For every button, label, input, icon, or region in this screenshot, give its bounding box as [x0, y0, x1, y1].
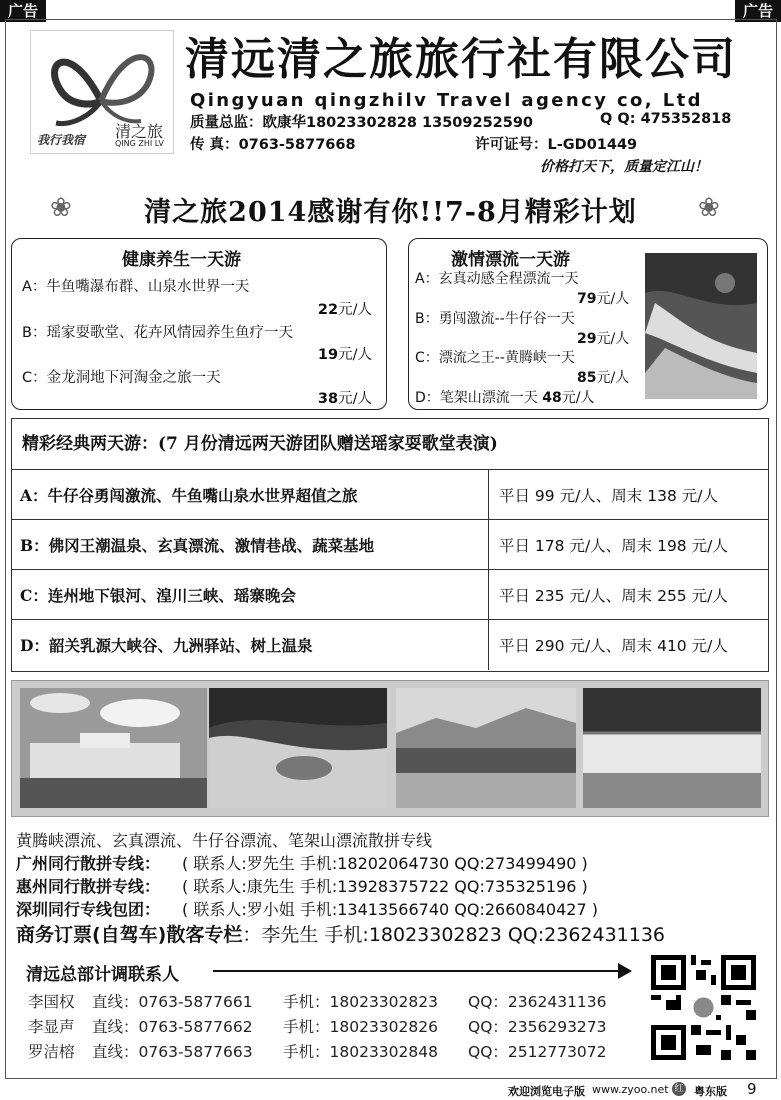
- lake-photo: [396, 688, 576, 808]
- price-a: 平日 99 元/人、周末 138 元/人: [499, 487, 718, 505]
- two-day-tour-table: [11, 418, 769, 672]
- rafting-item-a: A：玄真动感全程漂流一天: [415, 271, 579, 287]
- sz-line: 深圳同行专线包团： ( 联系人:罗小姐 手机:13413566740 QQ:2660840427 ): [16, 900, 598, 919]
- table-row: [12, 569, 768, 620]
- flower-icon-left: ❀: [50, 193, 72, 223]
- company-name-en: Qingyuan qingzhilv Travel agency co, Ltd: [190, 90, 703, 111]
- qq-label: Q Q:: [600, 111, 636, 127]
- logo-brand: QING ZHI LV: [115, 139, 164, 148]
- rafting-price-a: 79元/人: [577, 291, 630, 307]
- price-d: 平日 290 元/人、周末 410 元/人: [499, 637, 728, 655]
- health-item-b: B：瑶家耍歌堂、花卉风情园养生鱼疗一天: [22, 325, 293, 341]
- license-label: 许可证号：: [475, 137, 548, 153]
- fax-number: 0763-5877668: [238, 137, 356, 153]
- arrow-right-icon: [618, 963, 632, 979]
- company-logo: [30, 30, 174, 154]
- health-tour-title: 健康养生一天游: [122, 250, 241, 270]
- waterfall-photo: [583, 688, 761, 808]
- logo-text: 清之旅: [115, 122, 164, 141]
- hz-line: 惠州同行散拼专线： ( 联系人:康先生 手机:13928375722 QQ:735325196 ): [16, 877, 588, 896]
- arrow-line: [213, 970, 623, 972]
- health-item-c: C：金龙洞地下河淘金之旅一天: [22, 370, 221, 386]
- health-tour-box: [11, 238, 387, 410]
- license-line: [475, 133, 637, 154]
- two-day-header: 精彩经典两天游：(7 月份清远两天游团队赠送瑶家耍歌堂表演): [22, 434, 498, 454]
- supervisor-label: 质量总监：欧康华: [190, 115, 306, 131]
- route-b: B：佛冈王潮温泉、玄真漂流、激情巷战、蔬菜基地: [20, 536, 375, 555]
- rafting-tour-box: [408, 238, 768, 410]
- route-a: A：牛仔谷勇闯激流、牛鱼嘴山泉水世界超值之旅: [20, 486, 358, 505]
- logo-slogan: 我行我宿: [37, 133, 86, 147]
- rafting-price-b: 29元/人: [577, 331, 630, 347]
- main-headline: 清之旅2014感谢有你!!7-8月精彩计划: [144, 197, 637, 228]
- biz-line: 商务订票(自驾车)散客专栏：李先生 手机:18023302823 QQ:2362431136: [16, 924, 666, 946]
- hotel-photo: [20, 688, 207, 808]
- rafting-river-photo: [209, 688, 387, 808]
- footer-edition: 粤东版: [694, 1085, 727, 1098]
- gz-line: 广州同行散拼专线： ( 联系人:罗先生 手机:18202064730 QQ:273499490 ): [16, 854, 588, 873]
- fax-label: 传 真：: [190, 137, 239, 153]
- health-item-a: A：牛鱼嘴瀑布群、山泉水世界一天: [22, 279, 250, 295]
- photo-strip: [11, 680, 769, 817]
- price-c: 平日 235 元/人、周末 255 元/人: [499, 587, 728, 605]
- lines-intro: 黄腾峡漂流、玄真漂流、牛仔谷漂流、笔架山漂流散拼专线: [16, 831, 433, 850]
- flower-icon-right: ❀: [698, 193, 720, 223]
- contacts-title: 清远总部计调联系人: [26, 965, 179, 985]
- route-d: D：韶关乳源大峡谷、九洲驿站、树上温泉: [20, 636, 313, 655]
- license-number: L-GD01449: [547, 137, 638, 153]
- qq-number: 475352818: [640, 111, 732, 127]
- ad-tag-right: 广告: [735, 0, 781, 22]
- footer-badge: 红: [672, 1082, 686, 1096]
- footer-site-link[interactable]: www.zyoo.net: [592, 1083, 669, 1096]
- fax-line: [190, 133, 356, 154]
- rafting-item-c: C：漂流之王--黄腾峡一天: [415, 350, 575, 366]
- price-b: 平日 178 元/人、周末 198 元/人: [499, 537, 728, 555]
- company-name-cn: 清远清之旅旅行社有限公司: [185, 34, 737, 85]
- health-price-b: 19元/人: [317, 347, 372, 363]
- supervisor-line: [190, 111, 533, 132]
- qr-code-icon[interactable]: [651, 955, 756, 1060]
- rafting-item-b: B：勇闯激流--牛仔谷一天: [415, 311, 575, 327]
- rafting-price-c: 85元/人: [577, 370, 630, 386]
- rafting-tour-title: 激情漂流一天游: [451, 250, 570, 270]
- table-row: [12, 519, 768, 570]
- health-price-c: 38元/人: [317, 391, 372, 407]
- table-row: [12, 619, 768, 670]
- page-number: 9: [747, 1080, 757, 1098]
- rafting-item-d: D：笔架山漂流一天 48元/人: [415, 390, 595, 406]
- supervisor-phone: 18023302828 13509252590: [306, 115, 534, 131]
- health-price-a: 22元/人: [317, 302, 372, 318]
- table-row: [12, 469, 768, 520]
- route-c: C：连州地下银河、湟川三峡、瑶寨晚会: [20, 586, 296, 605]
- rafting-photo: [645, 253, 757, 399]
- qq-line: [600, 111, 731, 127]
- ad-tag-left: 广告: [0, 0, 46, 22]
- footer-browse: 欢迎浏览电子版: [508, 1085, 585, 1098]
- company-slogan: 价格打天下，质量定江山！: [540, 159, 708, 175]
